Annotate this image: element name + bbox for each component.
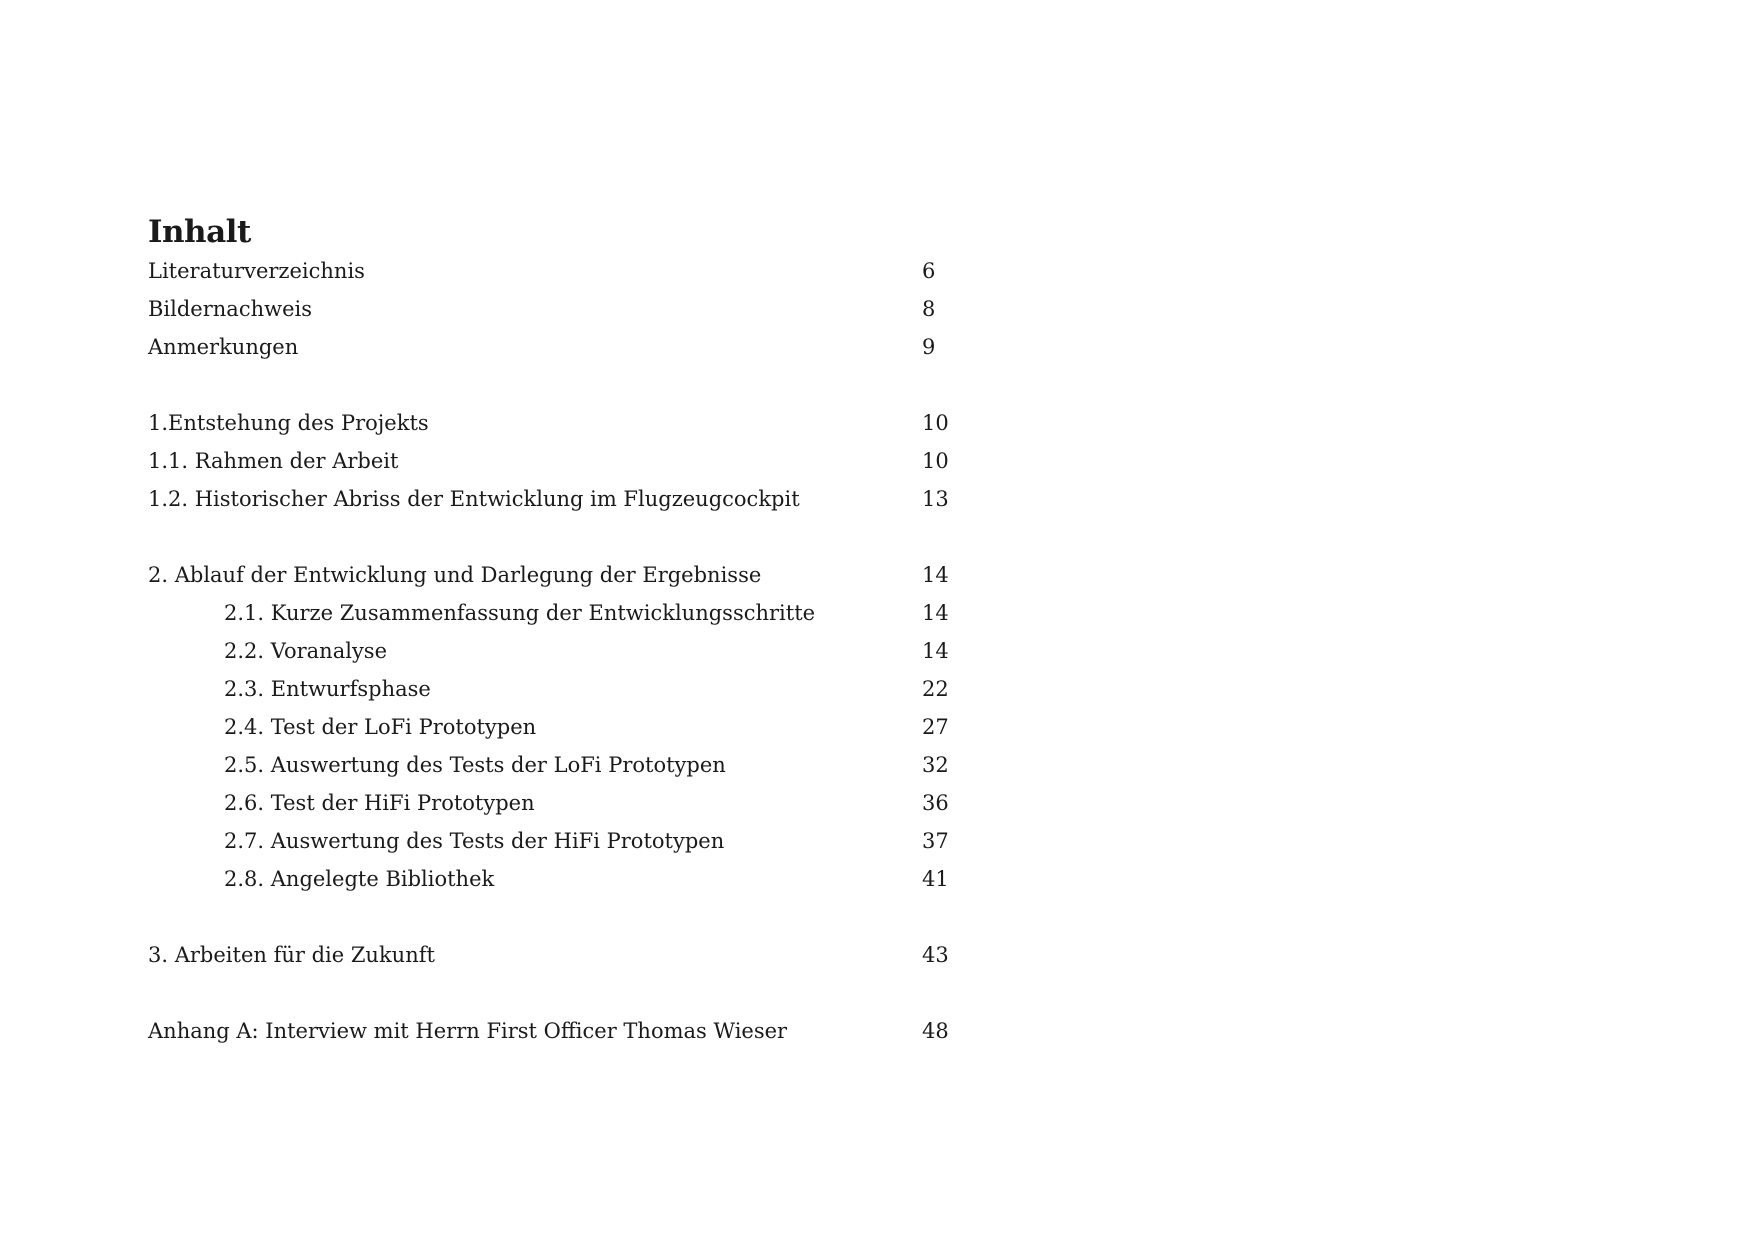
toc-entry-page: 41 xyxy=(922,867,949,891)
toc-entry[interactable] xyxy=(148,1012,1048,1050)
table-of-contents xyxy=(148,212,1048,1050)
toc-group-appendix xyxy=(148,1012,1048,1050)
toc-entry-page: 10 xyxy=(922,449,949,473)
toc-entry-page: 14 xyxy=(922,563,949,587)
toc-entry-label: 2.3. Entwurfsphase xyxy=(224,677,431,701)
toc-entry-label: 1.2. Historischer Abriss der Entwicklung im Flugzeugcockpit xyxy=(148,487,800,511)
toc-group-chapter-2 xyxy=(148,556,1048,898)
toc-entry[interactable] xyxy=(148,404,1048,442)
toc-entry-page: 6 xyxy=(922,259,936,283)
toc-entry[interactable] xyxy=(148,936,1048,974)
toc-entry[interactable] xyxy=(148,860,1048,898)
toc-entry[interactable] xyxy=(148,442,1048,480)
toc-entry[interactable] xyxy=(148,746,1048,784)
toc-entry-page: 8 xyxy=(922,297,936,321)
toc-entry-page: 43 xyxy=(922,943,949,967)
toc-entry-page: 13 xyxy=(922,487,949,511)
toc-entry[interactable] xyxy=(148,290,1048,328)
toc-entry[interactable] xyxy=(148,328,1048,366)
toc-entry-page: 27 xyxy=(922,715,949,739)
toc-entry[interactable] xyxy=(148,822,1048,860)
toc-entry-label: 2.6. Test der HiFi Prototypen xyxy=(224,791,535,815)
toc-entry-page: 10 xyxy=(922,411,949,435)
toc-entry-label: 2.4. Test der LoFi Prototypen xyxy=(224,715,537,739)
toc-entry-page: 14 xyxy=(922,639,949,663)
toc-entry-label: 2. Ablauf der Entwicklung und Darlegung der Ergebnisse xyxy=(148,563,762,587)
toc-entry-label: 1.Entstehung des Projekts xyxy=(148,411,429,435)
toc-entry-label: Literaturverzeichnis xyxy=(148,259,365,283)
toc-entry-page: 32 xyxy=(922,753,949,777)
toc-entry[interactable] xyxy=(148,252,1048,290)
toc-entry-page: 36 xyxy=(922,791,949,815)
toc-entry-label: Anmerkungen xyxy=(148,335,299,359)
toc-entry-label: 1.1. Rahmen der Arbeit xyxy=(148,449,399,473)
toc-entry[interactable] xyxy=(148,632,1048,670)
toc-entry-page: 22 xyxy=(922,677,949,701)
toc-group-chapter-3 xyxy=(148,936,1048,974)
toc-entry[interactable] xyxy=(148,784,1048,822)
page-title: Inhalt xyxy=(148,214,251,250)
toc-entry[interactable] xyxy=(148,670,1048,708)
toc-entry[interactable] xyxy=(148,594,1048,632)
toc-entry[interactable] xyxy=(148,556,1048,594)
toc-entry-label: 2.7. Auswertung des Tests der HiFi Prototypen xyxy=(224,829,725,853)
toc-group-chapter-1 xyxy=(148,404,1048,518)
toc-entry-page: 37 xyxy=(922,829,949,853)
toc-entry-label: Anhang A: Interview mit Herrn First Officer Thomas Wieser xyxy=(148,1019,788,1043)
toc-group-front-matter xyxy=(148,252,1048,366)
toc-entry[interactable] xyxy=(148,708,1048,746)
toc-entry-label: Bildernachweis xyxy=(148,297,313,321)
toc-entry-label: 2.5. Auswertung des Tests der LoFi Prototypen xyxy=(224,753,726,777)
toc-entry-page: 14 xyxy=(922,601,949,625)
toc-entry[interactable] xyxy=(148,480,1048,518)
toc-entry-label: 2.1. Kurze Zusammenfassung der Entwicklungsschritte xyxy=(224,601,816,625)
toc-entry-label: 2.8. Angelegte Bibliothek xyxy=(224,867,495,891)
toc-entry-page: 48 xyxy=(922,1019,949,1043)
toc-entry-label: 2.2. Voranalyse xyxy=(224,639,388,663)
toc-entry-label: 3. Arbeiten für die Zukunft xyxy=(148,943,435,967)
toc-entry-page: 9 xyxy=(922,335,936,359)
